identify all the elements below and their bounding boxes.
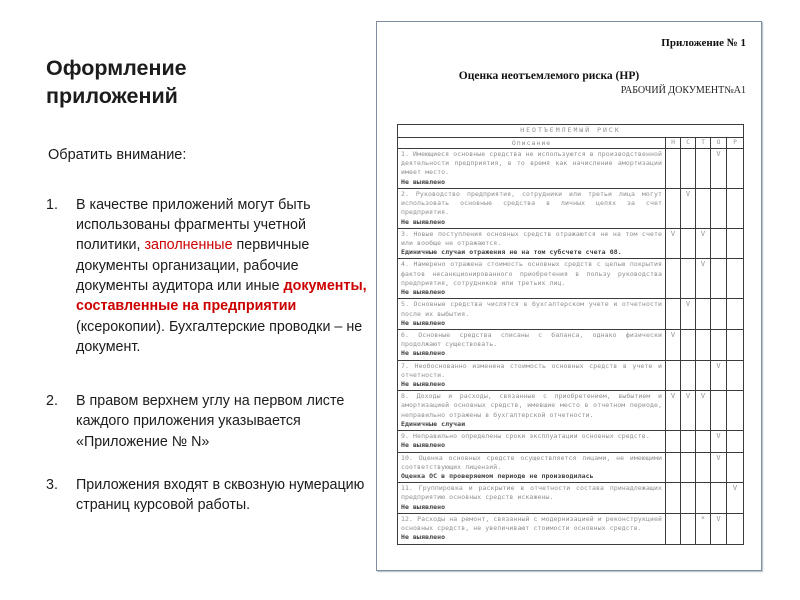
text-segment: В правом верхнем углу на первом листе каждого приложения указывается «Приложение № N» <box>76 393 345 450</box>
grade-mark-cell <box>727 228 744 259</box>
grade-column-header: Т <box>696 138 711 149</box>
grade-mark-cell: V <box>711 431 727 452</box>
grade-mark-cell: V <box>727 483 744 514</box>
notes-list <box>46 195 370 516</box>
row-finding-note: Не выявлено <box>401 441 446 450</box>
grade-mark-cell <box>681 452 696 483</box>
text-segment: заполненные <box>144 237 233 254</box>
grade-mark-cell <box>681 483 696 514</box>
grade-mark-cell: V <box>711 360 727 391</box>
row-description-cell <box>398 259 666 299</box>
list-item-number: 3. <box>46 477 58 494</box>
row-description: 4. Намерено отражена стоимость основных средств с целью покрытия фактов несанкционированного приобретения в пользу руководства предприятия, сотрудников или третьих лиц. <box>401 260 662 287</box>
row-description: 2. Руководство предприятия, сотрудники или третьи лица могут использовать основные средства в личных целях за счет предприятия. <box>401 189 662 217</box>
grade-mark-cell <box>711 483 727 514</box>
grade-column-header: Н <box>666 138 681 149</box>
table-row <box>398 228 744 259</box>
table-header-row <box>398 138 744 149</box>
list-item <box>46 195 370 357</box>
table-row <box>398 513 744 544</box>
grade-mark-cell <box>711 188 727 228</box>
row-finding-note: Не выявлено <box>401 533 446 542</box>
grade-mark-cell: V <box>711 149 727 189</box>
text-segment: первичные документы организации, рабочие документы аудитора или иные <box>76 237 310 294</box>
table-row <box>398 360 744 391</box>
row-description-cell <box>398 513 666 544</box>
grade-mark-cell <box>681 360 696 391</box>
row-finding-note: Не выявлено <box>401 380 446 389</box>
row-finding-note: Оценка ОС в проверяемом периоде не производилась <box>401 472 594 480</box>
table-row <box>398 329 744 360</box>
grade-mark-cell <box>727 329 744 360</box>
row-description-cell <box>398 431 666 452</box>
grade-mark-cell: V <box>696 391 711 431</box>
grade-mark-cell <box>696 299 711 330</box>
grade-mark-cell <box>696 431 711 452</box>
text-segment: Приложения входят в сквозную нумерацию страниц курсовой работы. <box>76 477 365 514</box>
row-finding-note: Не выявлено <box>401 177 446 186</box>
row-finding-note: Единичные случаи <box>401 419 466 428</box>
grade-mark-cell <box>696 483 711 514</box>
table-row <box>398 259 744 299</box>
table-row <box>398 391 744 431</box>
row-description: 8. Доходы и расходы, связанные с приобретением, выбытием и амортизацией основных средств, имевшие место в отчетном периоде, неправильно отражены в бухгалтерской отчетности. <box>401 392 662 419</box>
row-description-cell <box>398 452 666 483</box>
grade-column-header: С <box>681 138 696 149</box>
working-document-label: РАБОЧИЙ ДОКУМЕНТ№А1 <box>620 85 746 96</box>
grade-mark-cell: V <box>681 299 696 330</box>
risk-table-body <box>398 149 744 545</box>
grade-mark-cell: V <box>696 228 711 259</box>
grade-mark-cell: V <box>681 188 696 228</box>
grade-mark-cell <box>727 391 744 431</box>
list-item-text <box>76 475 370 516</box>
grade-mark-cell <box>696 188 711 228</box>
appendix-number-label: Приложение № 1 <box>661 37 746 49</box>
grade-mark-cell: V <box>666 228 681 259</box>
table-row <box>398 149 744 189</box>
row-finding-note: Не выявлено <box>401 502 446 511</box>
row-description-cell <box>398 228 666 259</box>
grade-mark-cell <box>666 360 681 391</box>
row-description: 6. Основные средства списаны с баланса, однако физически продолжают существовать. <box>401 330 662 349</box>
grade-mark-cell <box>711 299 727 330</box>
row-description: 11. Группировка и раскрытие в отчетности состава принадлежащих предприятию основных средств искажены. <box>401 484 662 502</box>
row-description: 3. Новые поступления основных средств отражаются не на том счете или вообще не отражаются. <box>401 229 662 247</box>
grade-mark-cell <box>666 483 681 514</box>
text-segment: В качестве приложений могут быть использованы фрагменты учетной политики, <box>76 196 311 254</box>
list-item-number: 1. <box>46 196 58 213</box>
grade-mark-cell <box>681 513 696 544</box>
list-item <box>46 475 370 516</box>
row-description-cell <box>398 299 666 330</box>
row-description: 10. Оценка основных средств осуществляется лицами, не имеющими соответствующих лицензий. <box>401 453 662 471</box>
table-row <box>398 483 744 514</box>
list-item <box>46 391 370 452</box>
left-panel <box>46 54 370 516</box>
grade-mark-cell: V <box>681 391 696 431</box>
grade-mark-cell: V <box>666 391 681 431</box>
table-row <box>398 188 744 228</box>
row-description-cell <box>398 329 666 360</box>
text-segment: документы, составленные на предприятии <box>76 277 367 315</box>
grade-mark-cell <box>696 329 711 360</box>
risk-table <box>397 124 744 545</box>
row-description-cell <box>398 483 666 514</box>
table-row <box>398 431 744 452</box>
grade-mark-cell <box>727 188 744 228</box>
grade-mark-cell <box>681 259 696 299</box>
row-description: 9. Неправильно определены сроки эксплуатации основных средств. <box>401 432 650 441</box>
grade-mark-cell <box>681 329 696 360</box>
table-banner: НЕОТЪЕМЛЕМЫЙ РИСК <box>398 125 744 138</box>
description-column-header: Описание <box>398 138 666 149</box>
grade-mark-cell <box>666 299 681 330</box>
grade-mark-cell <box>666 431 681 452</box>
row-finding-note: Не выявлено <box>401 217 446 226</box>
grade-mark-cell <box>666 513 681 544</box>
row-description-cell <box>398 188 666 228</box>
grade-mark-cell: V <box>711 452 727 483</box>
row-description: 7. Необоснованно изменена стоимость основных средств в учете и отчетности. <box>401 361 662 379</box>
row-finding-note: Не выявлено <box>401 318 446 327</box>
grade-mark-cell <box>696 149 711 189</box>
list-item-text <box>76 195 370 357</box>
list-item-number: 2. <box>46 393 58 410</box>
row-finding-note: Не выявлено <box>401 288 446 297</box>
grade-mark-cell <box>681 228 696 259</box>
row-finding-note: Не выявлено <box>401 349 446 358</box>
grade-mark-cell <box>727 360 744 391</box>
row-description: 1. Имеющиеся основные средства не используются в производственной деятельности предприятия, в то время как начисление амортизации имеет место. <box>401 150 662 177</box>
grade-mark-cell <box>696 360 711 391</box>
page-title: Оформление приложений <box>46 56 187 109</box>
grade-mark-cell <box>727 431 744 452</box>
grade-mark-cell <box>711 228 727 259</box>
list-item-text <box>76 391 370 452</box>
grade-mark-cell <box>681 149 696 189</box>
grade-mark-cell <box>727 452 744 483</box>
row-finding-note: Единичные случаи отражения не на том субсчете счета 08. <box>401 248 622 257</box>
grade-mark-cell <box>666 452 681 483</box>
grade-mark-cell <box>711 259 727 299</box>
grade-mark-cell <box>727 299 744 330</box>
row-description: 12. Расходы на ремонт, связанный с модернизацией и реконструкцией основных средств, не увеличивают стоимости основных средств. <box>401 514 662 533</box>
grade-column-header: Р <box>727 138 744 149</box>
grade-mark-cell <box>696 452 711 483</box>
grade-mark-cell: V <box>711 513 727 544</box>
grade-mark-cell <box>711 391 727 431</box>
grade-mark-cell <box>727 513 744 544</box>
row-description-cell <box>398 360 666 391</box>
table-row <box>398 299 744 330</box>
grade-mark-cell: V <box>696 259 711 299</box>
row-description: 5. Основные средства числятся в бухгалтерском учете и отчетности после их выбытия. <box>401 300 662 318</box>
table-row <box>398 452 744 483</box>
text-segment: (ксерокопии). Бухгалтерские проводки – не документ. <box>76 318 363 355</box>
document-page <box>376 21 762 571</box>
grade-mark-cell <box>681 431 696 452</box>
row-description-cell <box>398 149 666 189</box>
grade-mark-cell: V <box>666 329 681 360</box>
table-banner-row <box>398 125 744 138</box>
grade-mark-cell: * <box>696 513 711 544</box>
grade-column-header: О <box>711 138 727 149</box>
grade-mark-cell <box>711 329 727 360</box>
row-description-cell <box>398 391 666 431</box>
grade-mark-cell <box>666 188 681 228</box>
grade-mark-cell <box>666 259 681 299</box>
attention-label: Обратить внимание: <box>48 146 187 163</box>
grade-mark-cell <box>727 149 744 189</box>
document-title: Оценка неотъемлемого риска (НР) <box>458 70 640 82</box>
grade-mark-cell <box>727 259 744 299</box>
grade-mark-cell <box>666 149 681 189</box>
